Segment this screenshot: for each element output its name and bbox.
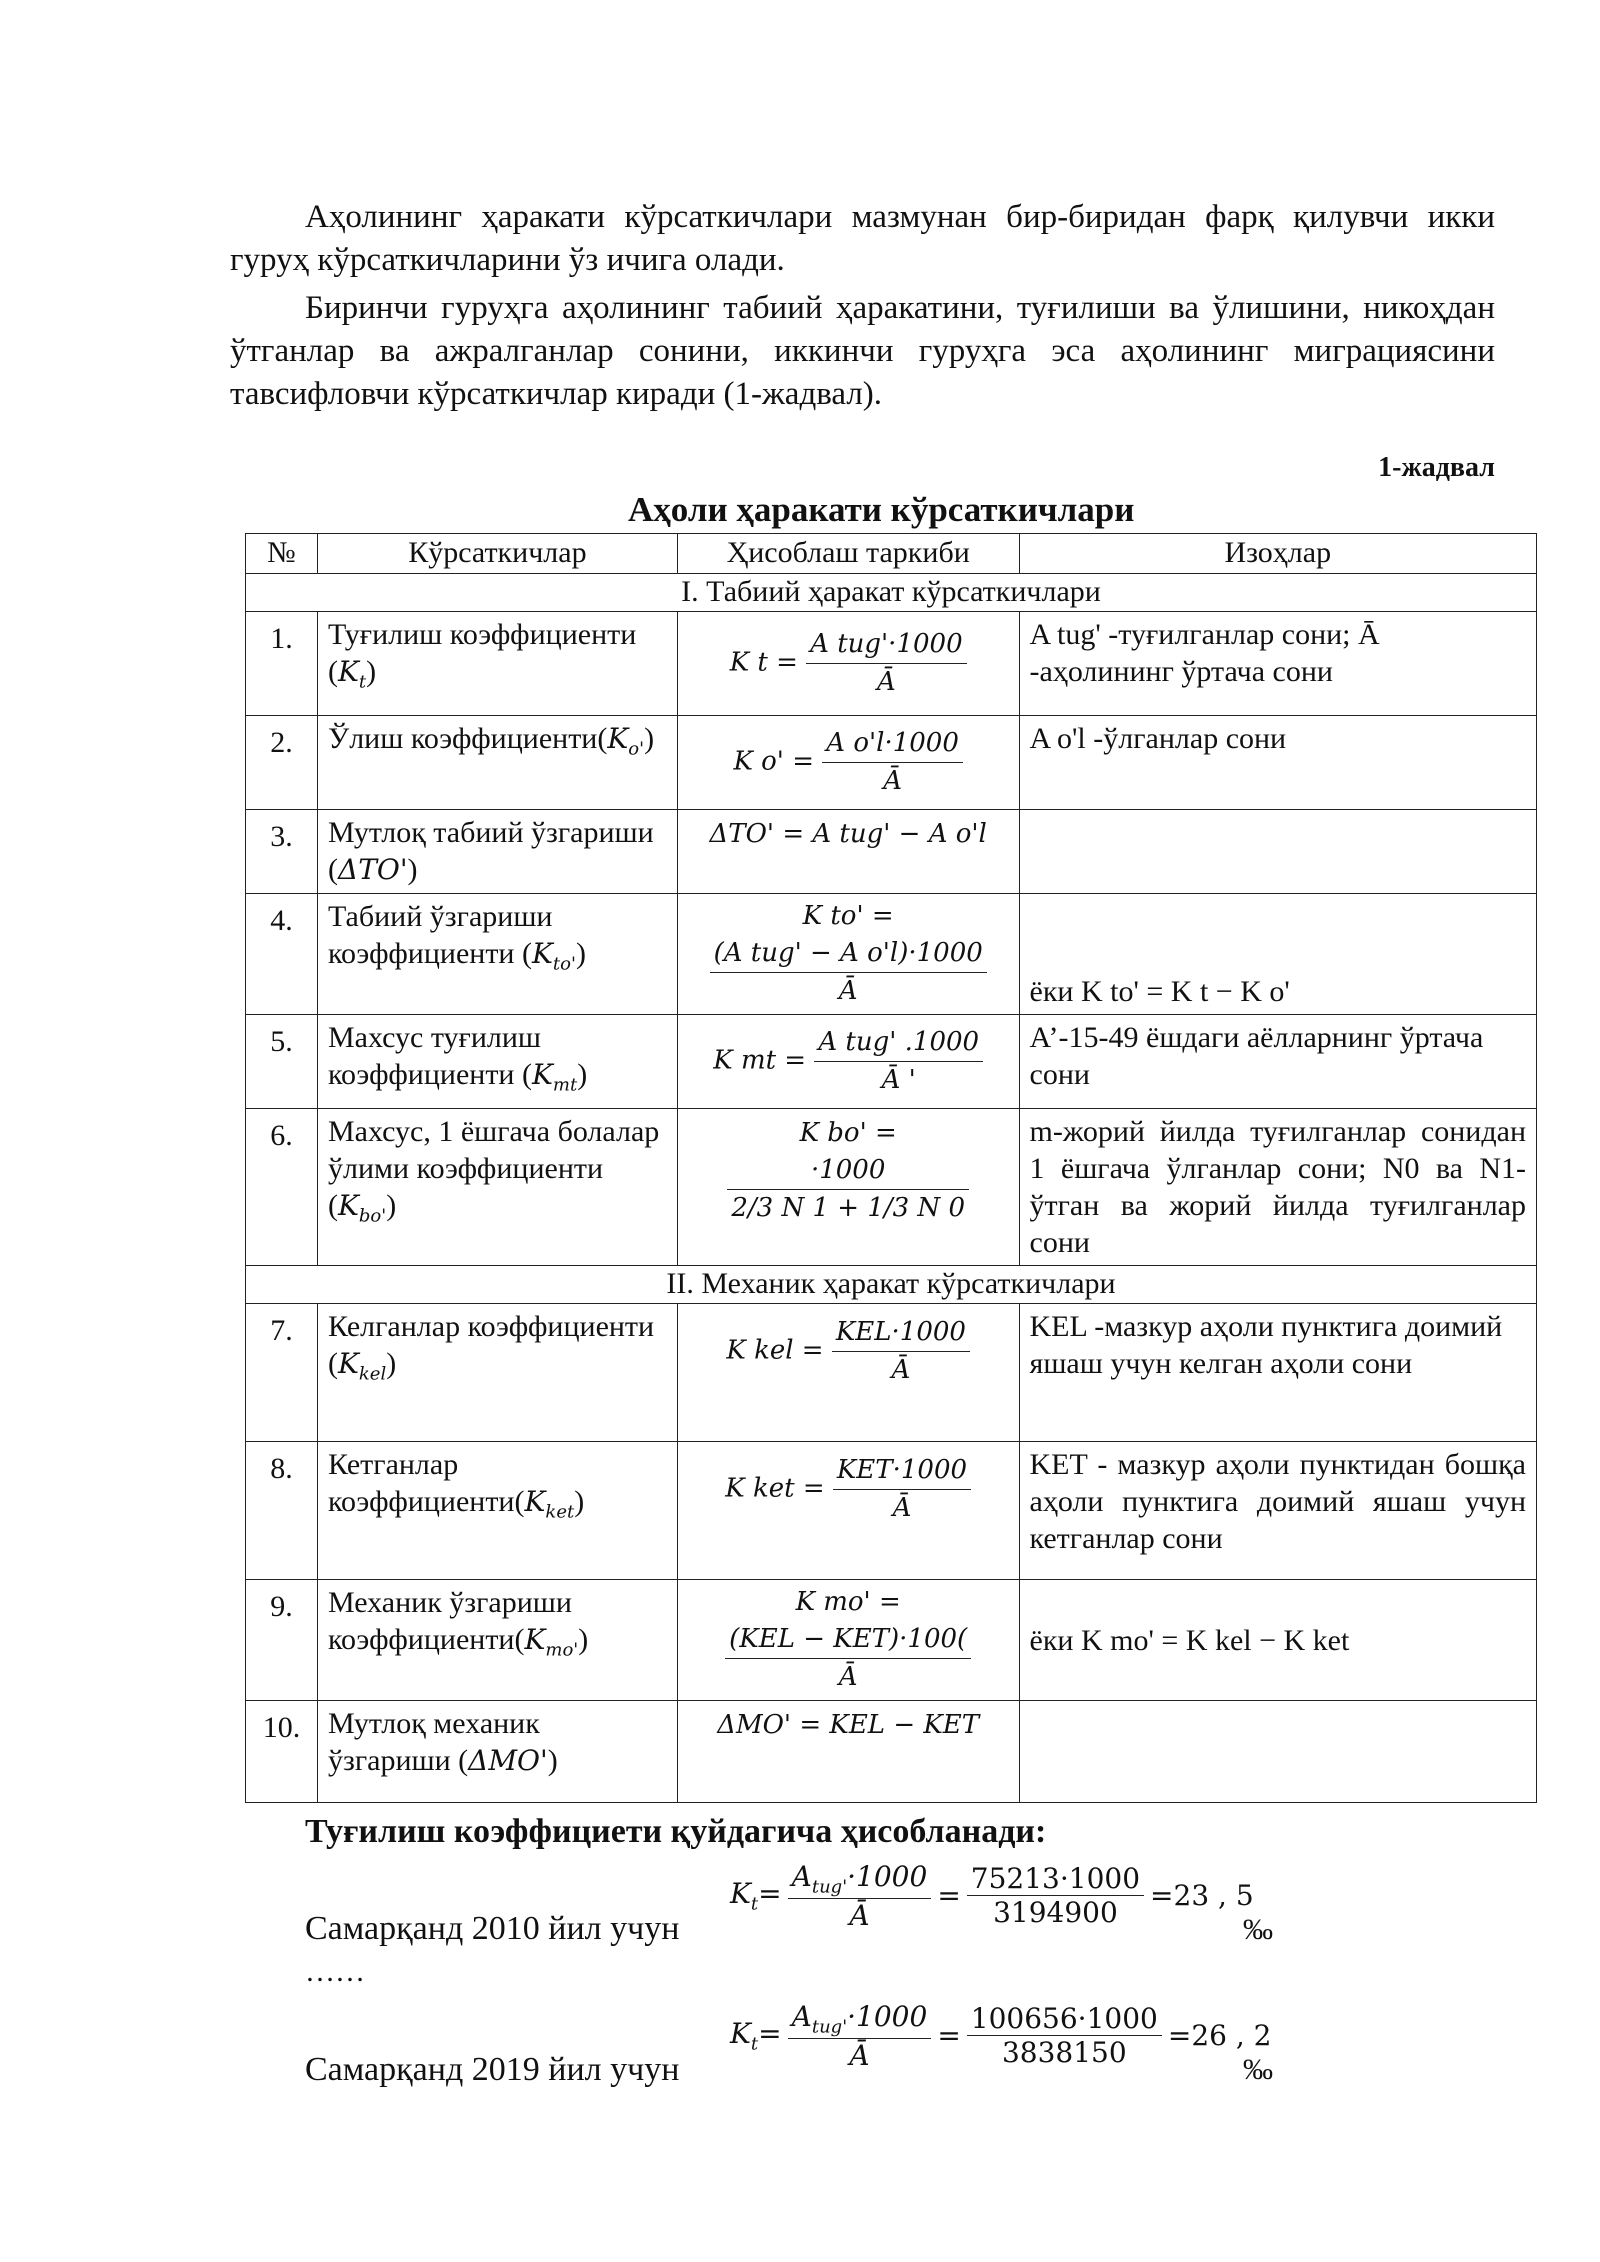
calc-formula-2019: $K_t=$ $\frac{A_{tug'}\cdot 1000}{Ā}$ = $\frac{100656\cdot 1000}{3838150}$ = 26 , 2 (730, 2000, 1272, 2072)
table-row (246, 1701, 1537, 1803)
table-row (246, 1304, 1537, 1442)
table-row (246, 1580, 1537, 1701)
formula: ΔMO' = KEL − KET (677, 1701, 1019, 1803)
table-header-row (246, 534, 1537, 574)
note: A o'l -ўлганлар сони (1019, 716, 1536, 810)
note: KEL -мазкур аҳоли пунктига доимий яшаш учун келган аҳоли сони (1019, 1304, 1536, 1442)
note: А’-15-49 ёшдаги аёлларнинг ўртача сони (1019, 1015, 1536, 1109)
permille-unit: ‰ (1243, 1913, 1273, 1946)
note: A tug' -туғилганлар сони; Ā -аҳолининг ўртача сони (1019, 612, 1536, 716)
formula: K to' = $\frac{\text{(A tug' − A o'l)·1000}}{Ā}$ (677, 894, 1019, 1015)
indicator-name: Кетганлар $коэффициенти(K_{ket})$ (317, 1442, 677, 1580)
formula: ΔTO' = A tug' − A o'l (677, 810, 1019, 894)
indicator-name: Махсус, 1 ёшгача болалар ўлими коэффициенти $(K_{bo'})$ (317, 1109, 677, 1266)
indicator-name: Ўлиш $коэффициенти(K_{o'})$ (317, 716, 677, 810)
row-number: 1. (246, 612, 318, 716)
header-notes: Изоҳлар (1019, 534, 1536, 574)
section-natural: I. Табиий ҳаракат кўрсаткичлари (246, 574, 1537, 612)
table-row (246, 1442, 1537, 1580)
row-number: 9. (246, 1580, 318, 1701)
paragraph-1: Аҳолининг ҳаракати кўрсаткичлари мазмунан бир-биридан фарқ қилувчи икки гуруҳ кўрсаткичларини ўз ичига олади. (230, 199, 1495, 278)
row-number: 7. (246, 1304, 318, 1442)
table-number: 1-жадвал (1378, 452, 1495, 483)
header-no: № (246, 534, 318, 574)
formula: K bo' = $\frac{\cdot 1000}{2/3 N 1 + 1/3 N 0}$ (677, 1109, 1019, 1266)
table-row (246, 1109, 1537, 1266)
table-row (246, 810, 1537, 894)
note (1019, 1701, 1536, 1803)
table-row (246, 612, 1537, 716)
row-number: 3. (246, 810, 318, 894)
header-composition: Ҳисоблаш таркиби (677, 534, 1019, 574)
indicator-name: Махсус туғилиш коэффициенти $(K_{mt})$ (317, 1015, 677, 1109)
indicator-name: Мутлоқ табиий ўзгариши (ΔTO') (317, 810, 677, 894)
note: ёки K to' = K t − K o' (1019, 894, 1536, 1015)
table-row (246, 1015, 1537, 1109)
table-row (246, 716, 1537, 810)
paragraph-2: Биринчи гуруҳга аҳолининг табиий ҳаракатини, туғилиши ва ўлишини, никоҳдан ўтганлар ва ажралганлар сонини, иккинчи гуруҳга эса аҳолининг миграциясини тавсифловчи кўрсаткичлар киради (1-жадвал). (230, 290, 1495, 412)
formula: K ket = $\frac{\text{KET·1000}}{Ā}$ (677, 1442, 1019, 1580)
indicator-name: Туғилиш коэффициенти $(K_t)$ (317, 612, 677, 716)
ellipsis: …… (305, 1955, 365, 1988)
formula: K o' = $\frac{\text{A o'l·1000}}{Ā}$ (677, 716, 1019, 810)
formula: K t = $\frac{\text{A tug'·1000}}{Ā}$ (677, 612, 1019, 716)
note (1019, 810, 1536, 894)
table-row (246, 894, 1537, 1015)
row-number: 10. (246, 1701, 318, 1803)
calc-formula-2010: $K_t=$ $\frac{A_{tug'}\cdot 1000}{Ā}$ = $\frac{75213\cdot 1000}{3194900}$ = 23 , 5 (730, 1860, 1254, 1932)
indicators-table (245, 533, 1537, 1803)
formula: K mo' = $\frac{\text{(KEL − KET)·100(}}{Ā}$ (677, 1580, 1019, 1701)
row-number: 4. (246, 894, 318, 1015)
calc-label-2019: Самарқанд 2019 йил учун (305, 2051, 680, 2088)
indicator-name: Механик ўзгариши $коэффициенти(K_{mo'})$ (317, 1580, 677, 1701)
formula: K kel = $\frac{\text{KEL·1000}}{Ā}$ (677, 1304, 1019, 1442)
indicator-name: Келганлар коэффициенти $(K_{kel})$ (317, 1304, 677, 1442)
header-indicators: Кўрсаткичлар (317, 534, 677, 574)
formula: K mt = $\frac{\text{A tug' .1000}}{Ā '}$ (677, 1015, 1019, 1109)
note: m-жорий йилда туғилганлар сонидан 1 ёшгача ўлганлар сони; N0 ва N1-ўтган ва жорий йилда туғилганлар сони (1019, 1109, 1536, 1266)
indicator-name: Мутлоқ механик ўзгариши (ΔMO') (317, 1701, 677, 1803)
calc-label-2010: Самарқанд 2010 йил учун (305, 1910, 680, 1947)
note: ёки K mo' = K kel − K ket (1019, 1580, 1536, 1701)
section-mechanical: II. Механик ҳаракат кўрсаткичлари (246, 1266, 1537, 1304)
permille-unit: ‰ (1243, 2053, 1273, 2086)
indicator-name: Табиий ўзгариши коэффициенти $(K_{to'})$ (317, 894, 677, 1015)
row-number: 2. (246, 716, 318, 810)
row-number: 5. (246, 1015, 318, 1109)
calc-heading: Туғилиш коэффициети қуйдагича ҳисобланади: (305, 1813, 1047, 1850)
row-number: 6. (246, 1109, 318, 1266)
row-number: 8. (246, 1442, 318, 1580)
note: KET - мазкур аҳоли пунктидан бошқа аҳоли пунктига доимий яшаш учун кетганлар сони (1019, 1442, 1536, 1580)
